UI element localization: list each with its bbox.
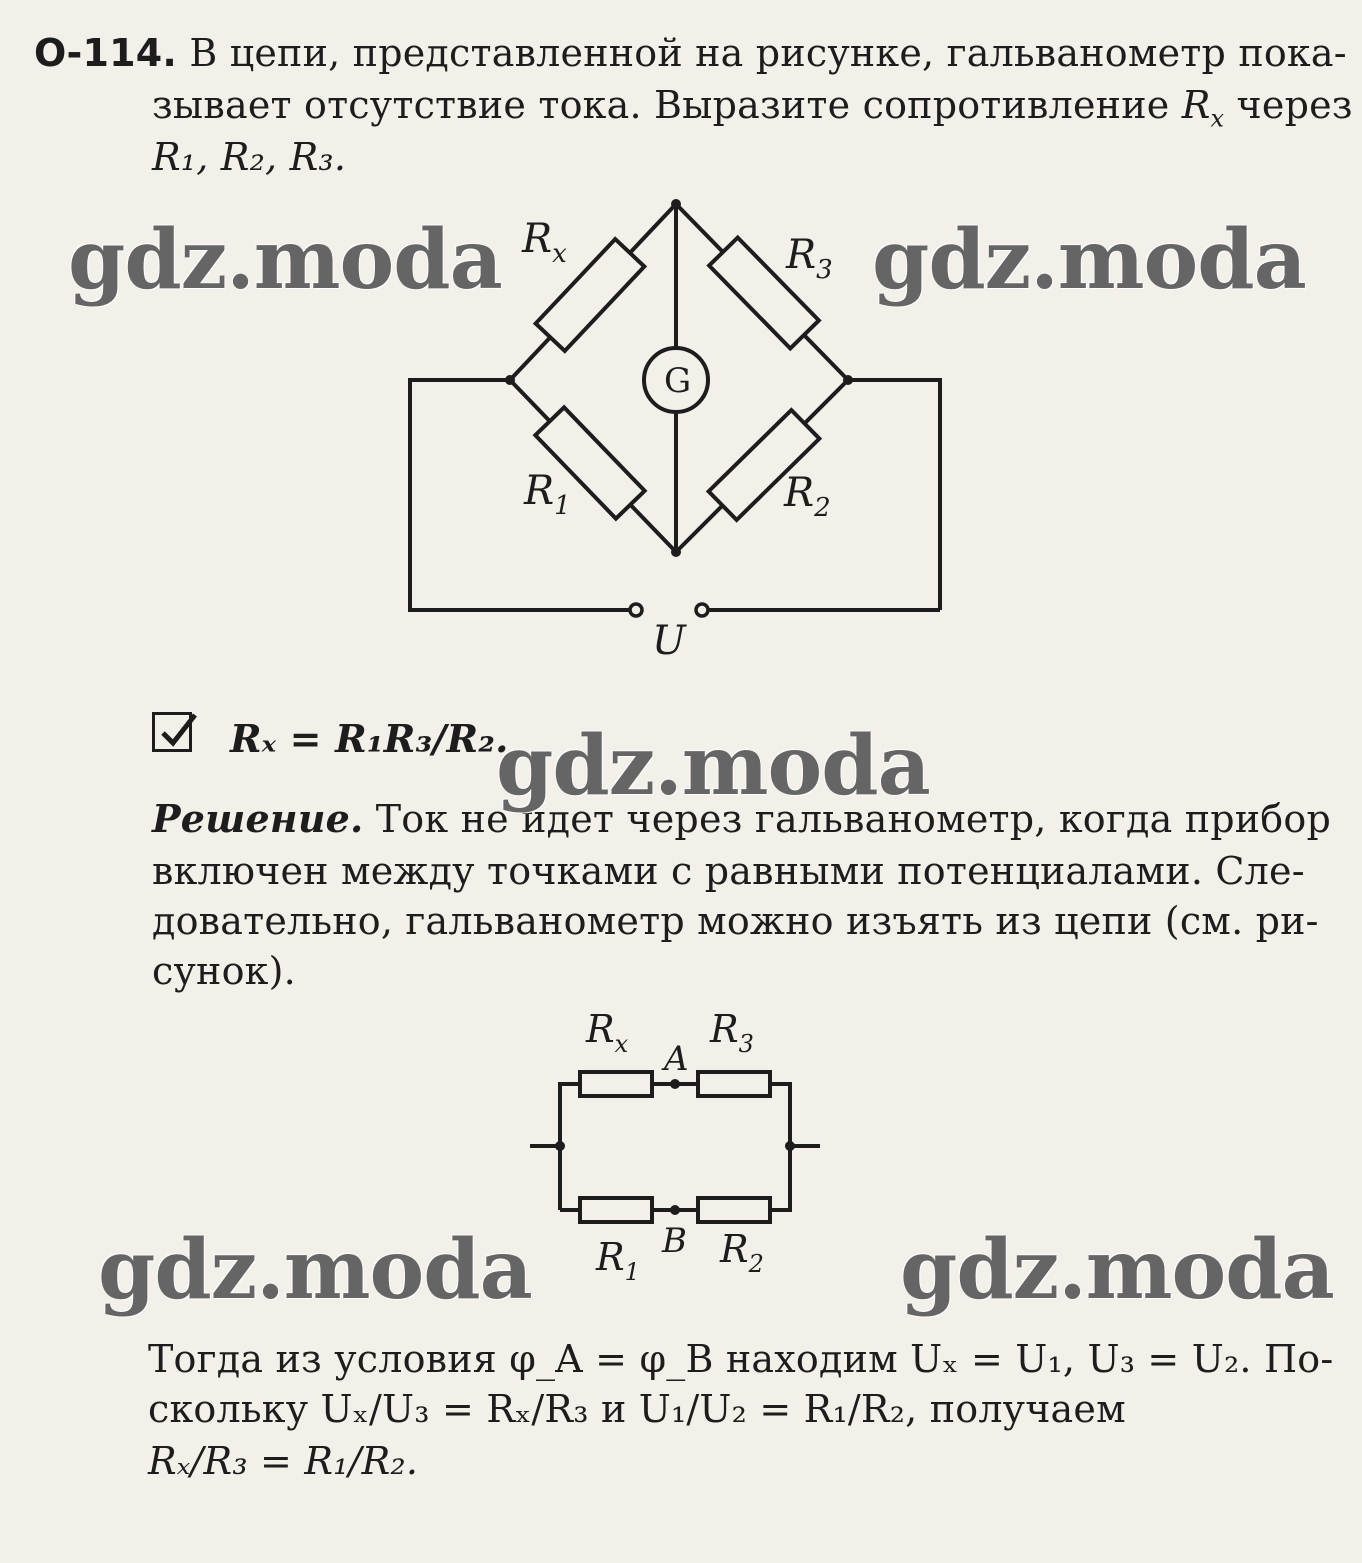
rx-symbol: $R_x$ (1181, 83, 1225, 133)
watermark-5: gdz.moda (900, 1222, 1334, 1318)
label2-r2: $R_2$ (720, 1227, 764, 1278)
problem-line-1 (34, 30, 1347, 76)
problem-line-2 (152, 82, 1353, 142)
resistor2-rx (580, 1072, 652, 1096)
label-rx: $R_x$ (522, 216, 567, 269)
label-r3: $R_3$ (786, 232, 833, 285)
label2-a: A (664, 1039, 689, 1079)
junction-right (843, 375, 853, 385)
problem-text-2a: зывает отсутствие тока. Выразите сопротивление (152, 83, 1182, 127)
node-right (785, 1141, 795, 1151)
junction-top (671, 199, 681, 209)
resistor2-r1 (580, 1198, 652, 1222)
watermark-2: gdz.moda (872, 212, 1306, 308)
wire-right-bottom (848, 380, 940, 610)
problem-text-2b: через (1224, 83, 1353, 127)
terminal-right (696, 604, 708, 616)
answer-formula: Rₓ = R₁R₃/R₂. (230, 716, 509, 761)
resistor2-r2 (698, 1198, 770, 1222)
solution-line-7: Rₓ/R₃ = R₁/R₂. (148, 1439, 419, 1483)
solution-text-1: Ток не идет через гальванометр, когда прибор (363, 797, 1331, 841)
solution-line-3: довательно, гальванометр можно изъять из цепи (см. ри- (152, 899, 1319, 943)
watermark-1: gdz.moda (68, 212, 502, 308)
label-r1: $R_1$ (524, 468, 571, 521)
label2-r3: $R_3$ (710, 1007, 754, 1058)
problem-line-3: R₁, R₂, R₃. (152, 135, 347, 179)
label-r2: $R_2$ (784, 470, 831, 523)
watermark-4: gdz.moda (98, 1222, 532, 1318)
label2-b: B (662, 1221, 687, 1261)
solution-heading: Решение. (152, 796, 364, 841)
label2-r1: $R_1$ (596, 1235, 640, 1286)
junction-bottom (671, 547, 681, 557)
simplified-circuit-diagram (520, 1000, 840, 1300)
solution-line-2: включен между точками с равными потенциалами. Сле- (152, 849, 1305, 893)
label2-rx: $R_x$ (586, 1007, 629, 1058)
watermark-3: gdz.moda (496, 718, 930, 814)
node-b (670, 1205, 680, 1215)
problem-text-1: В цепи, представленной на рисунке, гальванометр пока- (189, 31, 1347, 75)
label-u: U (652, 618, 686, 664)
terminal-left (630, 604, 642, 616)
solution-line-6: скольку Uₓ/U₃ = Rₓ/R₃ и U₁/U₂ = R₁/R₂, получаем (148, 1387, 1126, 1431)
answer-checkbox (152, 712, 192, 752)
resistor2-r3 (698, 1072, 770, 1096)
galvanometer-label: G (664, 361, 692, 401)
solution-line-4: сунок). (152, 949, 296, 993)
solution-line-5: Тогда из условия φ_A = φ_B находим Uₓ = U₁, U₃ = U₂. По- (148, 1337, 1334, 1381)
node-left (555, 1141, 565, 1151)
problem-number: О-114. (34, 31, 178, 75)
check-icon (157, 709, 201, 753)
junction-left (505, 375, 515, 385)
node-a (670, 1079, 680, 1089)
